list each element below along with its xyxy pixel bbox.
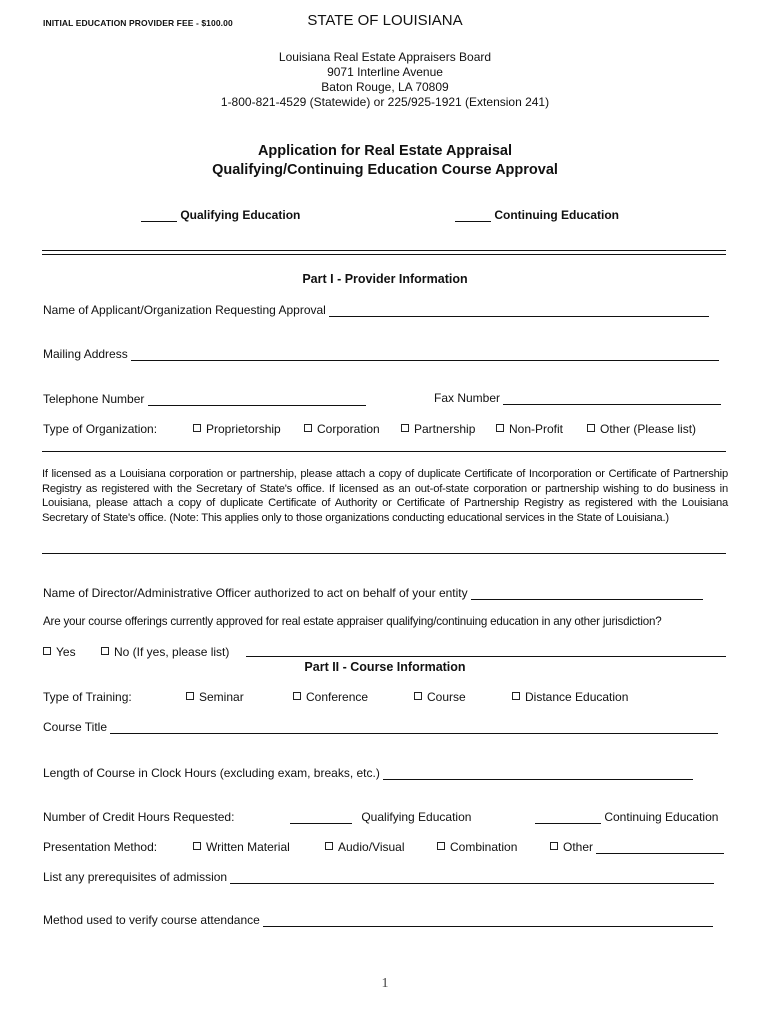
training-option-distance[interactable]: Distance Education xyxy=(512,690,628,704)
checkbox-icon[interactable] xyxy=(186,692,194,700)
credit-continuing-field[interactable] xyxy=(535,811,601,824)
qualifying-blank[interactable] xyxy=(141,209,177,222)
org-other-line[interactable] xyxy=(42,451,726,452)
credit-qualifying-field[interactable] xyxy=(290,811,352,824)
attendance-label: Method used to verify course attendance xyxy=(43,913,260,927)
note-bottom-line[interactable] xyxy=(42,553,726,554)
part1-heading: Part I - Provider Information xyxy=(302,272,468,286)
checkbox-icon[interactable] xyxy=(587,424,595,432)
training-option-course[interactable]: Course xyxy=(414,690,466,704)
telephone-label: Telephone Number xyxy=(43,392,145,406)
qualifying-label: Qualifying Education xyxy=(180,208,301,222)
board-street: 9071 Interline Avenue xyxy=(327,65,443,79)
presentation-option-audiovisual[interactable]: Audio/Visual xyxy=(325,840,405,854)
continuing-option[interactable] xyxy=(455,208,619,222)
length-row xyxy=(43,766,693,780)
state-heading: STATE OF LOUISIANA xyxy=(307,12,463,29)
course-title-field[interactable] xyxy=(110,721,718,734)
length-label: Length of Course in Clock Hours (excluding exam, breaks, etc.) xyxy=(43,766,380,780)
credit-label: Number of Credit Hours Requested: xyxy=(43,810,235,824)
prereq-label: List any prerequisites of admission xyxy=(43,870,228,884)
director-field[interactable] xyxy=(471,587,703,600)
course-title-label: Course Title xyxy=(43,720,108,734)
checkbox-icon[interactable] xyxy=(512,692,520,700)
org-option-partnership[interactable]: Partnership xyxy=(401,422,475,436)
checkbox-icon[interactable] xyxy=(325,842,333,850)
org-option-nonprofit[interactable]: Non-Profit xyxy=(496,422,563,436)
presentation-option-other[interactable]: Other xyxy=(550,840,724,854)
jurisdiction-question: Are your course offerings currently approved for real estate appraiser qualifying/continuing education in any other jurisdiction? xyxy=(43,615,662,628)
applicant-field[interactable] xyxy=(329,304,709,317)
attendance-field[interactable] xyxy=(263,914,713,927)
credit-qualifying xyxy=(290,810,471,824)
telephone-field[interactable] xyxy=(148,393,366,406)
fee-note: INITIAL EDUCATION PROVIDER FEE - $100.00 xyxy=(43,18,233,28)
fax-field[interactable] xyxy=(503,392,721,405)
applicant-label: Name of Applicant/Organization Requesting Approval xyxy=(43,303,326,317)
course-title-row xyxy=(43,720,718,734)
jurisdiction-yes[interactable]: Yes xyxy=(43,645,76,659)
form-title-line1: Application for Real Estate Appraisal xyxy=(257,143,513,159)
length-field[interactable] xyxy=(383,767,693,780)
certificate-note: If licensed as a Louisiana corporation or partnership, please attach a copy of duplicate Certificate of Incorporation or Certificate of Partnership Registry as registered with the Secretary of State's office. If licensed as an out-of-state corporation or partnership wishing to do business in Louisiana, please attach a copy of duplicate Certificate of Authority or Certificate of Partnership Registry as registered with the Louisiana Secretary of State's office. (Note: This applies only to those organizations conducting educational services in the State of Louisiana.) xyxy=(42,468,728,524)
credit-continuing-label: Continuing Education xyxy=(604,810,719,824)
training-label: Type of Training: xyxy=(43,690,132,704)
form-title-line2: Qualifying/Continuing Education Course Approval xyxy=(212,162,558,178)
checkbox-icon[interactable] xyxy=(496,424,504,432)
checkbox-icon[interactable] xyxy=(193,842,201,850)
checkbox-icon[interactable] xyxy=(401,424,409,432)
presentation-option-combination[interactable]: Combination xyxy=(437,840,517,854)
checkbox-icon[interactable] xyxy=(437,842,445,850)
page-number: 1 xyxy=(381,976,389,991)
checkbox-icon[interactable] xyxy=(550,842,558,850)
board-phone: 1-800-821-4529 (Statewide) or 225/925-1921 (Extension 241) xyxy=(220,95,550,109)
credit-qualifying-label: Qualifying Education xyxy=(361,810,472,824)
prereq-field[interactable] xyxy=(230,871,714,884)
presentation-option-written[interactable]: Written Material xyxy=(193,840,290,854)
director-label: Name of Director/Administrative Officer authorized to act on behalf of your entity xyxy=(43,586,468,600)
board-city: Baton Rouge, LA 70809 xyxy=(321,80,449,94)
checkbox-icon[interactable] xyxy=(193,424,201,432)
org-option-corporation[interactable]: Corporation xyxy=(304,422,380,436)
applicant-row xyxy=(43,303,709,317)
fax-row xyxy=(434,391,721,405)
director-row xyxy=(43,586,703,600)
org-option-other[interactable]: Other (Please list) xyxy=(587,422,696,436)
jurisdiction-list-field[interactable] xyxy=(246,656,726,657)
mailing-row xyxy=(43,347,719,361)
attendance-row xyxy=(43,913,713,927)
prereq-row xyxy=(43,870,714,884)
org-type-label: Type of Organization: xyxy=(43,422,158,436)
separator-thick xyxy=(42,250,726,251)
checkbox-icon[interactable] xyxy=(304,424,312,432)
jurisdiction-no[interactable]: No (If yes, please list) xyxy=(101,645,229,659)
board-name: Louisiana Real Estate Appraisers Board xyxy=(278,50,492,64)
mailing-field[interactable] xyxy=(131,348,719,361)
continuing-blank[interactable] xyxy=(455,209,491,222)
training-option-conference[interactable]: Conference xyxy=(293,690,368,704)
part2-heading: Part II - Course Information xyxy=(304,660,466,674)
checkbox-icon[interactable] xyxy=(293,692,301,700)
fax-label: Fax Number xyxy=(434,391,501,405)
checkbox-icon[interactable] xyxy=(101,647,109,655)
presentation-other-field[interactable] xyxy=(596,841,724,854)
telephone-row xyxy=(43,392,366,406)
qualifying-option[interactable] xyxy=(141,208,300,222)
continuing-label: Continuing Education xyxy=(494,208,619,222)
mailing-label: Mailing Address xyxy=(43,347,128,361)
presentation-label: Presentation Method: xyxy=(43,840,158,854)
checkbox-icon[interactable] xyxy=(414,692,422,700)
credit-continuing xyxy=(535,810,718,824)
org-option-proprietorship[interactable]: Proprietorship xyxy=(193,422,281,436)
separator-thin xyxy=(42,254,726,255)
checkbox-icon[interactable] xyxy=(43,647,51,655)
training-option-seminar[interactable]: Seminar xyxy=(186,690,244,704)
